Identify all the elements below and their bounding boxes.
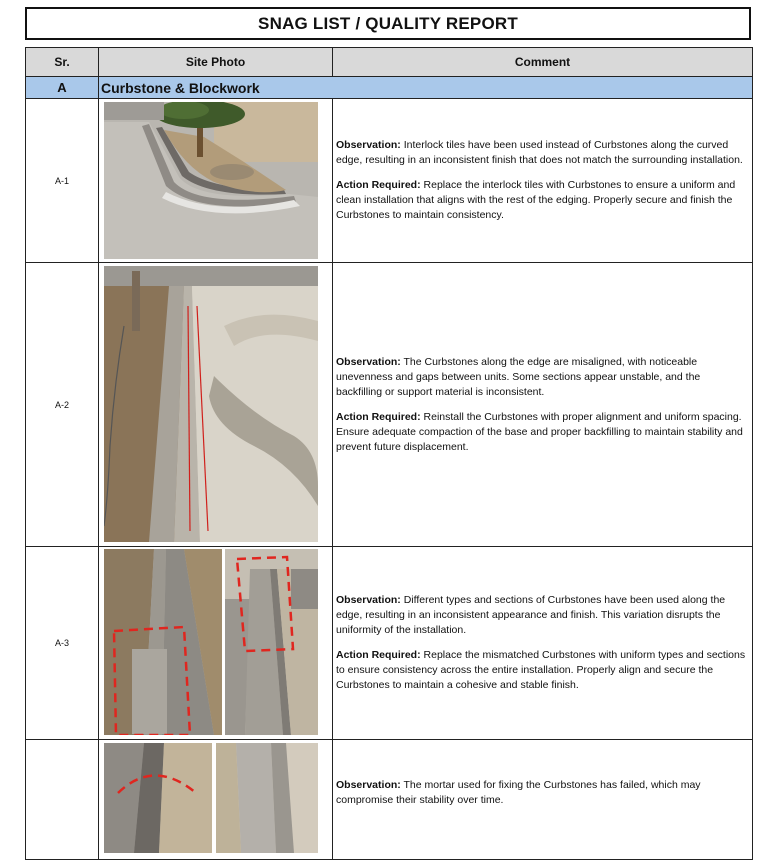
site-photo-cell — [99, 263, 333, 547]
table-row — [26, 263, 753, 547]
site-photo-curb-mixed-left — [104, 549, 222, 735]
observation-label: Observation: — [336, 594, 401, 606]
comment-cell — [333, 99, 753, 263]
observation-text: The mortar used for fixing the Curbstones has failed, which may compromise their stability over time. — [336, 779, 701, 806]
action-text: Replace the mismatched Curbstones with uniform types and sections to ensure consistency across the entire installation. Properly align and secure the Curbstones to maintain a cohesive and stable finish. — [336, 649, 746, 691]
table-header-row — [26, 48, 753, 77]
snag-table — [25, 47, 753, 860]
observation-label: Observation: — [336, 779, 401, 791]
section-id: A — [26, 77, 99, 99]
header-site-photo: Site Photo — [99, 48, 333, 77]
action-text: Reinstall the Curbstones with proper alignment and uniform spacing. Ensure adequate compaction of the base and proper backfilling to maintain stability and prevent future displacement. — [336, 410, 743, 453]
item-id: A-3 — [26, 547, 99, 740]
section-row — [26, 77, 753, 99]
site-photo-curb-interlock — [104, 102, 318, 259]
observation-text: The Curbstones along the edge are misaligned, with noticeable unevenness and gaps between units. Some sections appear unstable, and the backfilling or support material is inconsistent. — [336, 355, 701, 398]
section-title: Curbstone & Blockwork — [99, 77, 753, 99]
site-photo-mortar-left — [104, 743, 212, 853]
observation-label: Observation: — [336, 355, 401, 368]
report-title: SNAG LIST / QUALITY REPORT — [25, 7, 751, 40]
observation-label: Observation: — [336, 139, 401, 151]
comment-cell — [333, 263, 753, 547]
site-photo-mortar-right — [216, 743, 318, 853]
action-label: Action Required: — [336, 649, 421, 661]
item-id: A-2 — [26, 263, 99, 547]
site-photo-cell — [99, 547, 333, 740]
header-comment: Comment — [333, 48, 753, 77]
site-photo-curb-mixed-right — [225, 549, 318, 735]
comment-cell — [333, 547, 753, 740]
action-label: Action Required: — [336, 179, 421, 191]
action-label: Action Required: — [336, 410, 421, 423]
action-text: Replace the interlock tiles with Curbstones to ensure a uniform and clean installation that aligns with the rest of the edging. Properly secure and finish the Curbstones to maintain consistency. — [336, 179, 736, 221]
item-id: A-1 — [26, 99, 99, 263]
header-sr: Sr. — [26, 48, 99, 77]
site-photo-cell — [99, 99, 333, 263]
observation-text: Interlock tiles have been used instead of Curbstones along the curved edge, resulting in an inconsistent finish that does not match the surrounding installation. — [336, 139, 743, 166]
observation-text: Different types and sections of Curbstones have been used along the edge, resulting in an inconsistent appearance and finish. This variation disrupts the uniformity of the installation. — [336, 594, 726, 636]
site-photo-curb-misaligned — [104, 266, 318, 542]
table-row — [26, 99, 753, 263]
table-row — [26, 547, 753, 740]
